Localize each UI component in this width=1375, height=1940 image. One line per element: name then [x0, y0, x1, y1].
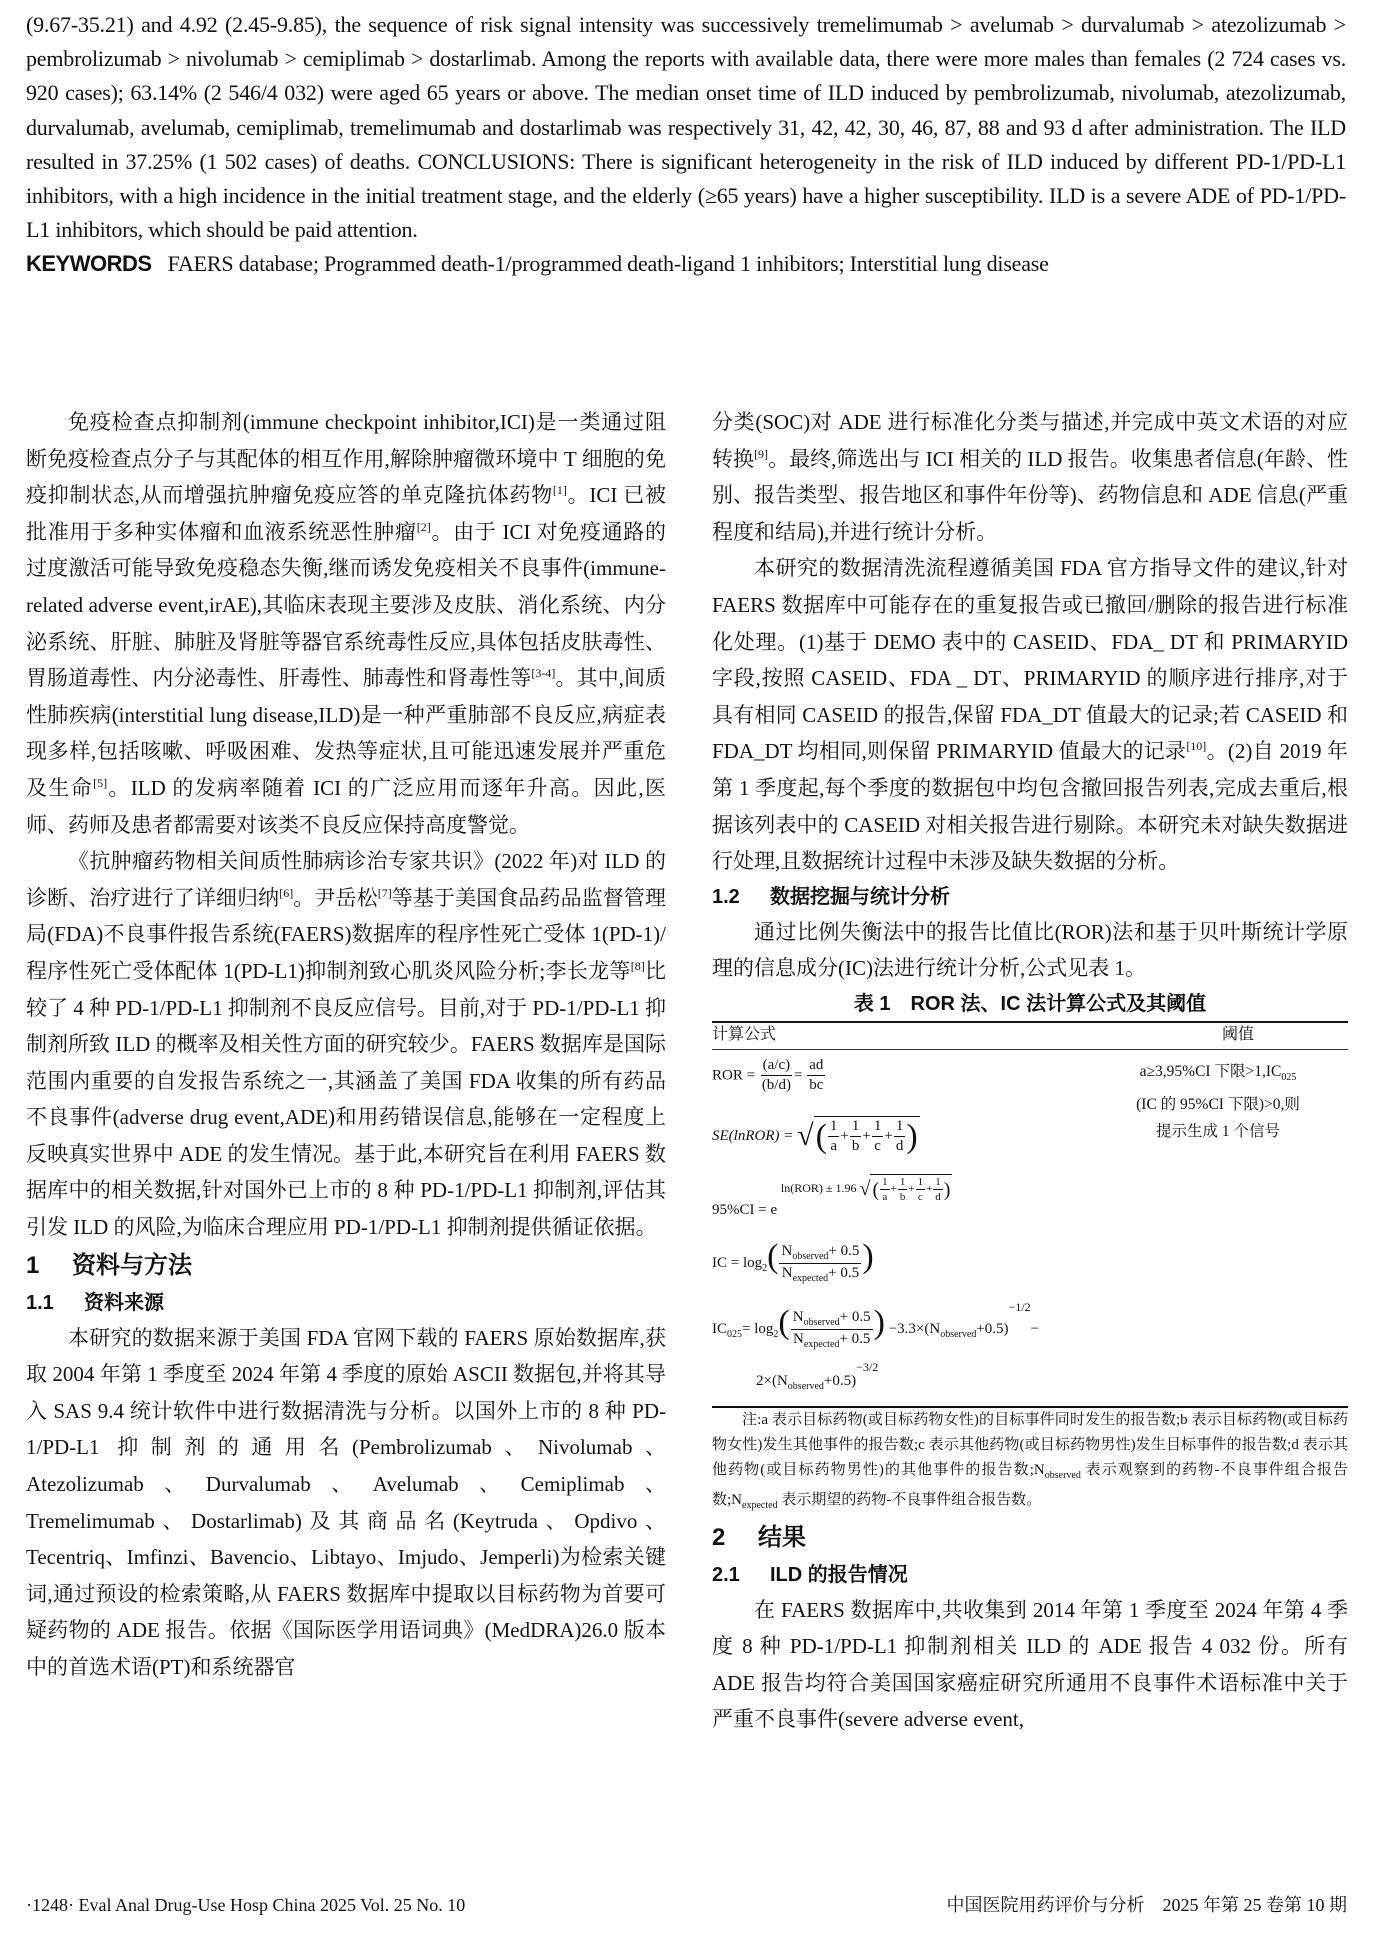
keywords-text: FAERS database; Programmed death-1/programmed death-ligand 1 inhibitors; Interstitial lung disease — [167, 251, 1049, 277]
plus: + — [908, 1183, 915, 1196]
threshold-line-2: (IC 的 95%CI 下限)>0,则 — [1136, 1095, 1300, 1113]
equals-log: = log — [742, 1320, 774, 1337]
text-run: 。ICI 已被批准用于多种实体瘤和血液系统恶性肿瘤 — [26, 483, 666, 544]
threshold-line-3: 提示生成 1 个信号 — [1155, 1122, 1280, 1140]
log-base: 2 — [773, 1328, 779, 1340]
note-text: 表示观察到的药物-不良事件组合报告数;N — [712, 1461, 1348, 1508]
formula-ic: IC = $\log_2$( $\frac{N_{observed}+ 0.5}{N_{expected}+ 0.5}$ ) — [712, 1237, 874, 1284]
right-column — [712, 404, 1348, 1738]
citation-ref[interactable]: [2] — [416, 519, 431, 534]
threshold-cell — [1088, 1054, 1348, 1406]
text-run: 。其中,间质性肺疾病(interstitial lung disease,ILD)是一种严重肺部不良反应,病症表现多样,包括咳嗽、呼吸困难、发热等症状,且可能迅速发展并严重危及生命 — [26, 666, 667, 800]
fraction — [807, 1056, 825, 1096]
numerator: 1 — [916, 1175, 926, 1190]
formula-lhs: ROR = — [712, 1067, 756, 1084]
plus: + — [862, 1127, 871, 1144]
page-footer-left: ·1248· Eval Anal Drug-Use Hosp China 2025 Vol. 25 No. 10 — [26, 1895, 466, 1915]
numerator: 1 — [898, 1175, 908, 1190]
subsection-title: 数据挖掘与统计分析 — [770, 885, 950, 908]
citation-ref[interactable]: [8] — [630, 958, 645, 973]
threshold-text: a≥3,95%CI 下限>1,IC — [1139, 1062, 1282, 1080]
table-header-threshold: 阈值 — [1221, 1025, 1254, 1043]
n-symbol: N — [781, 1264, 793, 1281]
minus: − — [1030, 1320, 1040, 1337]
citation-ref[interactable]: [10] — [1186, 739, 1207, 754]
sqrt: √ ( $\frac{1}{a}$ + $\frac{1}{b}$ + $\frac{1}{c}$ + $\frac{1}{d}$ ) — [859, 1175, 951, 1203]
radicand: ( $\frac{1}{a}$ + $\frac{1}{b}$ + $\frac{1}{c}$ + $\frac{1}{d}$ ) — [815, 1117, 918, 1155]
formula-ic025: $IC_{025}= \log_2$( $\frac{N_{observed}+ 0.5}{N_{expected}+ 0.5}$ ) $-3.3\times(N_{observed}+0.5)^{-1/2}-$ — [712, 1299, 1040, 1350]
table-header-row — [712, 1023, 1348, 1050]
formula-term: 2×(N — [756, 1372, 788, 1389]
formula-se — [712, 1116, 920, 1157]
table-1-note — [712, 1408, 1348, 1518]
radical-sign: √ — [797, 1119, 814, 1153]
subscript: expected — [792, 1272, 829, 1284]
subsection-title: ILD 的报告情况 — [770, 1563, 908, 1586]
denominator: c — [874, 1138, 881, 1155]
methods-paragraph-3: 通过比例失衡法中的报告比值比(ROR)法和基于贝叶斯统计学原理的信息成分(IC)法进行统计分析,公式见表 1。 — [712, 919, 1348, 981]
denominator: d — [895, 1138, 904, 1155]
keywords-line — [26, 247, 1346, 281]
table-body-row — [712, 1050, 1348, 1406]
intro-paragraph-2 — [26, 843, 666, 1246]
table-1-title: 表 1 ROR 法、IC 法计算公式及其阈值 — [853, 992, 1207, 1015]
text-run: 比较了 4 种 PD-1/PD-L1 抑制剂不良反应信号。目前,对于 PD-1/PD-L1 抑制剂所致 ILD 的概率及相关性方面的研究较少。FAERS 数据库是国际范围内重要的自发报告系统之一,其涵盖了美国 FDA 收集的所有药品不良事件(adverse drug event,ADE)和用药错误信息,能够在一定程度上反映真实世界中 ADE 的发生情况。基于此,本研究旨在利用 FAERS 数据库中的相关数据,针对国外已上市的 8 种 PD-1/PD-L1 抑制剂,评估其引发 ILD 的风险,为临床合理应用 PD-1/PD-L1 抑制剂提供循证依据。 — [26, 958, 667, 1240]
text-run: 本研究的数据清洗流程遵循美国 FDA 官方指导文件的建议,针对 FAERS 数据库中可能存在的重复报告或已撤回/删除的报告进行标准化处理。(1)基于 DEMO 表中的 CASEID、FDA_ DT 和 PRIMARYID 字段,按照 CASEID、FDA _ DT、PRIMARYID 的顺序进行排序,对于具有相同 CASEID 的报告,保留 FDA_DT 值最大的记录;若 CASEID 和 FDA_DT 均相同,则保留 PRIMARYID 值最大的记录 — [712, 556, 1348, 764]
section-title: 资料与方法 — [72, 1251, 192, 1279]
text-run: 。由于 ICI 对免疫通路的过度激活可能导致免疫稳态失衡,继而诱发免疫相关不良事件(immune-related adverse event,irAE),其临床表现主要涉及皮肤、消化系统、内分泌系统、肝脏、肺脏及肾脏等器官系统毒性反应,具体包括皮肤毒性、胃肠道毒性、内分泌毒性、肝毒性、肺毒性和肾毒性等 — [26, 519, 667, 691]
plus-half: + 0.5 — [839, 1308, 871, 1325]
left-column — [26, 404, 666, 1686]
exponent: −3/2 — [856, 1359, 879, 1374]
denominator: bc — [809, 1077, 824, 1094]
plus: + — [890, 1183, 897, 1196]
results-paragraph-1: 在 FAERS 数据库中,共收集到 2014 年第 1 季度至 2024 年第 4 季度 8 种 PD-1/PD-L1 抑制剂相关 ILD 的 ADE 报告 4 032 份。所有 ADE 报告均符合美国国家癌症研究所通用不良事件术语标准中关于严重不良事件(severe adverse event, — [712, 1597, 1348, 1732]
denominator: d — [935, 1191, 941, 1203]
formula-ic025-line2 — [756, 1359, 879, 1393]
numerator: (a/c) — [761, 1056, 792, 1077]
fraction — [760, 1056, 793, 1096]
numerator: 1 — [872, 1117, 884, 1138]
text-run: 。最终,筛选出与 ICI 相关的 ILD 报告。收集患者信息(年龄、性别、报告类型、报告地区和事件年份等)、药物信息和 ADE 信息(严重程度和结局),并进行统计分析。 — [712, 446, 1348, 544]
formula-lhs: 95%CI = e — [712, 1201, 778, 1218]
text-run: 分类(SOC)对 ADE 进行标准化分类与描述,并完成中英文术语的对应转换 — [712, 410, 1348, 471]
text-run: 免疫检查点抑制剂(immune checkpoint inhibitor,ICI)是一类通过阻断免疫检查点分子与其配体的相互作用,解除肿瘤微环境中 T 细胞的免疫抑制状态,从而增强抗肿瘤免疫应答的单克隆抗体药物 — [26, 410, 666, 508]
numerator: 1 — [933, 1175, 943, 1190]
denominator: a — [830, 1138, 837, 1155]
subscript: observed — [803, 1316, 840, 1328]
n-symbol: N — [793, 1330, 804, 1347]
plus: + — [840, 1127, 849, 1144]
equals: = — [793, 1067, 803, 1084]
text-run: 。尹岳松 — [293, 885, 378, 910]
section-number: 1 — [26, 1251, 40, 1279]
section-title: 结果 — [758, 1523, 806, 1551]
exponent-text: ln(ROR) ± 1.96 — [780, 1180, 857, 1195]
numerator: 1 — [850, 1117, 862, 1138]
intro-paragraph-1 — [26, 404, 666, 843]
citation-ref[interactable]: [3-4] — [531, 666, 556, 681]
plus-half: + 0.5 — [828, 1242, 860, 1259]
abstract-continued — [26, 8, 1346, 282]
citation-ref[interactable]: [7] — [377, 885, 392, 900]
fraction — [779, 1242, 861, 1285]
formula-term: +0.5) — [823, 1372, 857, 1389]
section-heading-1 — [26, 1246, 666, 1286]
numerator: 1 — [880, 1175, 890, 1190]
fraction — [791, 1308, 873, 1351]
note-text: 表示期望的药物-不良事件组合报告数。 — [777, 1491, 1042, 1508]
formula-cell — [712, 1054, 1088, 1406]
formula-lhs: SE(lnROR) = — [712, 1127, 794, 1144]
denominator: (b/d) — [761, 1077, 791, 1094]
formula-ci — [712, 1175, 952, 1218]
subscript: 025 — [1281, 1071, 1297, 1083]
subscript: observed — [787, 1380, 824, 1392]
denominator: a — [882, 1191, 888, 1203]
keywords-label: KEYWORDS — [26, 251, 152, 277]
methods-paragraph-1: 本研究的数据来源于美国 FDA 官网下载的 FAERS 原始数据库,获取 2004 年第 1 季度至 2024 年第 4 季度的原始 ASCII 数据包,并将其导入 SAS 9.4 统计软件中进行数据清洗与分析。以国外上市的 8 种 PD-1/PD-L1 抑制剂的通用名(Pembrolizumab、Nivolumab、Atezolizumab、Durvalumab、Avelumab、Cemiplimab、Tremelimumab、Dostarlimab)及其商品名(Keytruda、Opdivo、Tecentriq、Imfinzi、Bavencio、Libtayo、Imjudo、Jemperli)为检索关键词,通过预设的检索策略,从 FAERS 数据库中提取以目标药物为首要可疑药物的 ADE 报告。依据《国际医学用语词典》(MedDRA)26.0 版本中的首选术语(PT)和系统器官 — [26, 1325, 666, 1679]
page-footer-right: 中国医院用药评价与分析 2025 年第 25 卷第 10 期 — [946, 1895, 1347, 1915]
citation-ref[interactable]: [1] — [552, 483, 567, 498]
methods-paragraph-1-cont — [712, 404, 1348, 550]
log-base: 2 — [762, 1262, 768, 1274]
subscript: observed — [1044, 1469, 1081, 1481]
n-symbol: N — [792, 1308, 804, 1325]
subscript: expected — [803, 1338, 840, 1350]
subsection-heading-1-1 — [26, 1286, 666, 1320]
subsection-title: 资料来源 — [84, 1291, 164, 1314]
section-number: 2 — [712, 1523, 726, 1551]
subsection-heading-1-2 — [712, 880, 1348, 914]
sqrt — [797, 1116, 920, 1157]
text-run: 。ILD 的发病率随着 ICI 的广泛应用而逐年升高。因此,医师、药师及患者都需要对该类不良反应保持高度警觉。 — [26, 775, 666, 837]
exponent — [780, 1175, 953, 1203]
methods-paragraph-2 — [712, 550, 1348, 879]
numerator: ad — [807, 1056, 825, 1077]
denominator: b — [899, 1191, 906, 1203]
formula-term: +0.5) — [976, 1320, 1009, 1337]
formula-lhs: IC = log — [712, 1254, 763, 1271]
formula-lhs: IC — [712, 1320, 727, 1337]
section-heading-2 — [712, 1518, 1348, 1558]
formula-ror — [712, 1056, 826, 1096]
subscript: expected — [742, 1499, 778, 1511]
numerator: 1 — [828, 1117, 840, 1138]
numerator: 1 — [894, 1117, 906, 1138]
subsection-number: 2.1 — [712, 1563, 740, 1586]
subsection-heading-2-1 — [712, 1558, 1348, 1592]
text-run: 。(2)自 2019 年第 1 季度起,每个季度的数据包中均包含撤回报告列表,完成去重后,根据该列表中的 CASEID 对相关报告进行剔除。本研究未对缺失数据进行处理,且数据统计过程中未涉及缺失数据的分析。 — [712, 739, 1348, 874]
note-text: 注:a 表示目标药物(或目标药物女性)的目标事件同时发生的报告数;b 表示目标药物(或目标药物女性)发生其他事件的报告数;c 表示其他药物(或目标药物男性)发生目标事件的报告数;d 表示其他药物(或目标药物男性)的其他事件的报告数;N — [712, 1411, 1348, 1478]
citation-ref[interactable]: [5] — [93, 775, 108, 790]
abstract-text: (9.67-35.21) and 4.92 (2.45-9.85), the sequence of risk signal intensity was successively tremelimumab > avelumab > durvalumab > atezolizumab > pembrolizumab > nivolumab > cemiplimab > dostarlimab. Among the reports with available data, there were more males than females (2 724 cases vs. 920 cases); 63.14% (2 546/4 032) were aged 65 years or above. The median onset time of ILD induced by pembrolizumab, nivolumab, atezolizumab, durvalumab, avelumab, cemiplimab, tremelimumab and dostarlimab was respectively 31, 42, 42, 30, 46, 87, 88 and 93 d after administration. The ILD resulted in 37.25% (1 502 cases) of deaths. CONCLUSIONS: There is significant heterogeneity in the risk of ILD induced by different PD-1/PD-L1 inhibitors, with a high incidence in the initial treatment stage, and the elderly (≥65 years) have a higher susceptibility. ILD is a severe ADE of PD-1/PD-L1 inhibitors, which should be paid attention. — [26, 12, 1346, 243]
table-1 — [712, 1021, 1348, 1408]
threshold-line-1 — [1088, 1058, 1348, 1091]
denominator: b — [851, 1138, 860, 1155]
denominator: c — [917, 1191, 923, 1203]
exponent: −1/2 — [1008, 1299, 1031, 1314]
plus-half: + 0.5 — [839, 1330, 871, 1347]
subsection-number: 1.2 — [712, 885, 740, 908]
formula-term: −3.3×(N — [888, 1320, 941, 1337]
subscript: observed — [792, 1250, 829, 1262]
plus: + — [926, 1183, 933, 1196]
subscript: observed — [940, 1328, 977, 1340]
table-header-formula: 计算公式 — [712, 1025, 777, 1043]
n-symbol: N — [781, 1242, 793, 1259]
citation-ref[interactable]: [9] — [754, 446, 769, 461]
plus: + — [884, 1127, 893, 1144]
citation-ref[interactable]: [6] — [279, 885, 294, 900]
subscript: 025 — [727, 1328, 742, 1340]
plus-half: + 0.5 — [828, 1264, 860, 1281]
text-run: 等基于美国食品药品监督管理局(FDA)不良事件报告系统(FAERS)数据库的程序性死亡受体 1(PD-1)/程序性死亡受体配体 1(PD-L1)抑制剂致心肌炎风险分析;李长龙等 — [26, 885, 667, 983]
subsection-number: 1.1 — [26, 1291, 54, 1314]
text-run: 《抗肿瘤药物相关间质性肺病诊治专家共识》(2022 年)对 ILD 的诊断、治疗进行了详细归纳 — [26, 849, 666, 910]
